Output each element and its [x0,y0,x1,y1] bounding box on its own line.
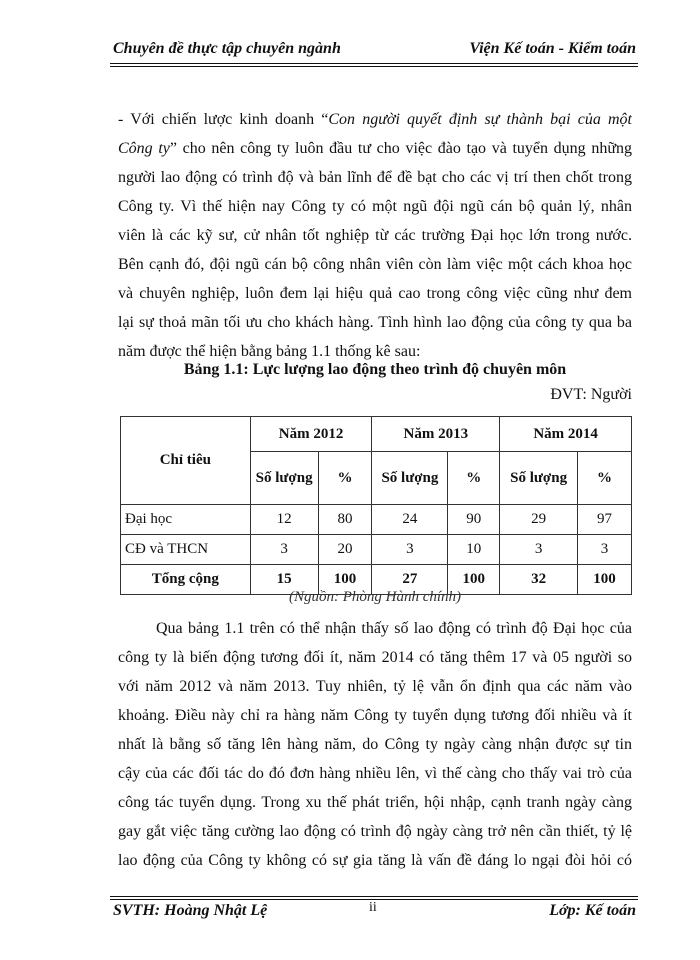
text-line: Công ty” cho nên công ty luôn đầu tư cho việc đào tạo và tuyển dụng những [118,140,632,157]
year-header: Năm 2013 [372,417,500,452]
indicator-header: Chỉ tiêu [121,417,251,505]
table-row [121,535,632,565]
text-line: viên là các kỹ sư, cử nhân tốt nghiệp từ các trường Đại học lớn trong nước. [118,227,632,244]
footer-student: SVTH: Hoàng Nhật Lệ [113,902,268,919]
total-label: Tổng cộng [121,565,251,595]
text-line: người lao động có trình độ và bản lĩnh để đề bạt cho các vị trí then chốt trong [118,169,632,186]
table-cell: 3 [250,535,318,565]
table-cell: 10 [448,535,500,565]
sub-header: Số lượng [372,452,448,505]
table-cell: 27 [372,565,448,595]
table-cell: 100 [448,565,500,595]
text-line: và chuyên nghiệp, luôn đem lại hiệu quả cao trong công việc cũng như đem [118,285,632,302]
table-cell: 97 [578,505,632,535]
table-cell: 90 [448,505,500,535]
year-header: Năm 2012 [250,417,372,452]
footer-page-number: ii [369,900,377,915]
footer-class: Lớp: Kế toán [549,902,636,919]
header-double-rule [110,63,638,67]
table-caption: Bảng 1.1: Lực lượng lao động theo trình độ chuyên môn [183,361,567,378]
text-line: lại sự thoả mãn tối ưu cho khách hàng. Tình hình lao động của công ty qua ba [118,314,632,331]
sub-header: % [578,452,632,505]
table-cell: 3 [500,535,578,565]
text-line: Công ty. Vì thế hiện nay Công ty có một ngũ đội ngũ cán bộ quản lý, nhân [118,198,632,215]
paragraph-analysis [118,614,632,875]
text-line: lao động của Công ty không có sự gia tăng là vấn đề đáng lo ngại đòi hỏi có [118,852,632,869]
text-line: - Với chiến lược kinh doanh “Con người quyết định sự thành bại của một [118,111,632,128]
table-source: (Nguồn: Phòng Hành chính) [288,589,462,605]
table-row [121,505,632,535]
text-line: nhất là bằng số tăng lên hàng năm, do Công ty ngày càng nhận được sự tin [118,736,632,753]
table-cell: 32 [500,565,578,595]
table-unit: ĐVT: Người [550,386,632,403]
text-line: Bên cạnh đó, đội ngũ cán bộ công nhân viên còn làm việc một cách khoa học [118,256,632,273]
text-line: năm được thể hiện bằng bảng 1.1 thống kê sau: [118,343,421,360]
text-line: Qua bảng 1.1 trên có thể nhận thấy số lao động có trình độ Đại học của [156,620,632,637]
year-header: Năm 2014 [500,417,632,452]
text-line: công tác tuyển dụng. Trong xu thế phát triển, hội nhập, cạnh tranh ngày càng [118,794,632,811]
table-cell: 20 [318,535,372,565]
page-header [113,40,636,62]
table-cell: 100 [318,565,372,595]
table-cell: 12 [250,505,318,535]
header-right-title: Viện Kế toán - Kiểm toán [469,40,636,57]
labor-table [120,416,632,595]
table-cell: 3 [578,535,632,565]
sub-header: Số lượng [250,452,318,505]
text-line: cậy của các đối tác do đó đơn hàng nhiều lên, vì thế càng cho thấy vai trò của [118,765,632,782]
paragraph-intro [118,105,632,366]
text-line: khoảng. Điều này chỉ ra hàng năm Công ty tuyển dụng tương đối nhiều và ít [118,707,632,724]
table-cell: 100 [578,565,632,595]
table-cell: 29 [500,505,578,535]
table-cell: 80 [318,505,372,535]
table-cell: 15 [250,565,318,595]
row-label: Đại học [121,505,251,535]
table-header-row [121,417,632,452]
sub-header: % [318,452,372,505]
sub-header: % [448,452,500,505]
page-footer [113,902,636,924]
table-cell: 3 [372,535,448,565]
text-line: với năm 2012 và năm 2013. Tuy nhiên, tỷ lệ vẫn ổn định qua các năm vào [118,678,632,695]
table-cell: 24 [372,505,448,535]
sub-header: Số lượng [500,452,578,505]
text-line: công ty là biến động tương đối ít, năm 2014 có tăng thêm 17 và 05 người so [118,649,632,666]
text-line: gay gắt việc tăng cường lao động có trình độ ngày càng trở nên cần thiết, tỷ lệ [118,823,632,840]
header-left-title: Chuyên đề thực tập chuyên ngành [113,40,341,57]
row-label: CĐ và THCN [121,535,251,565]
